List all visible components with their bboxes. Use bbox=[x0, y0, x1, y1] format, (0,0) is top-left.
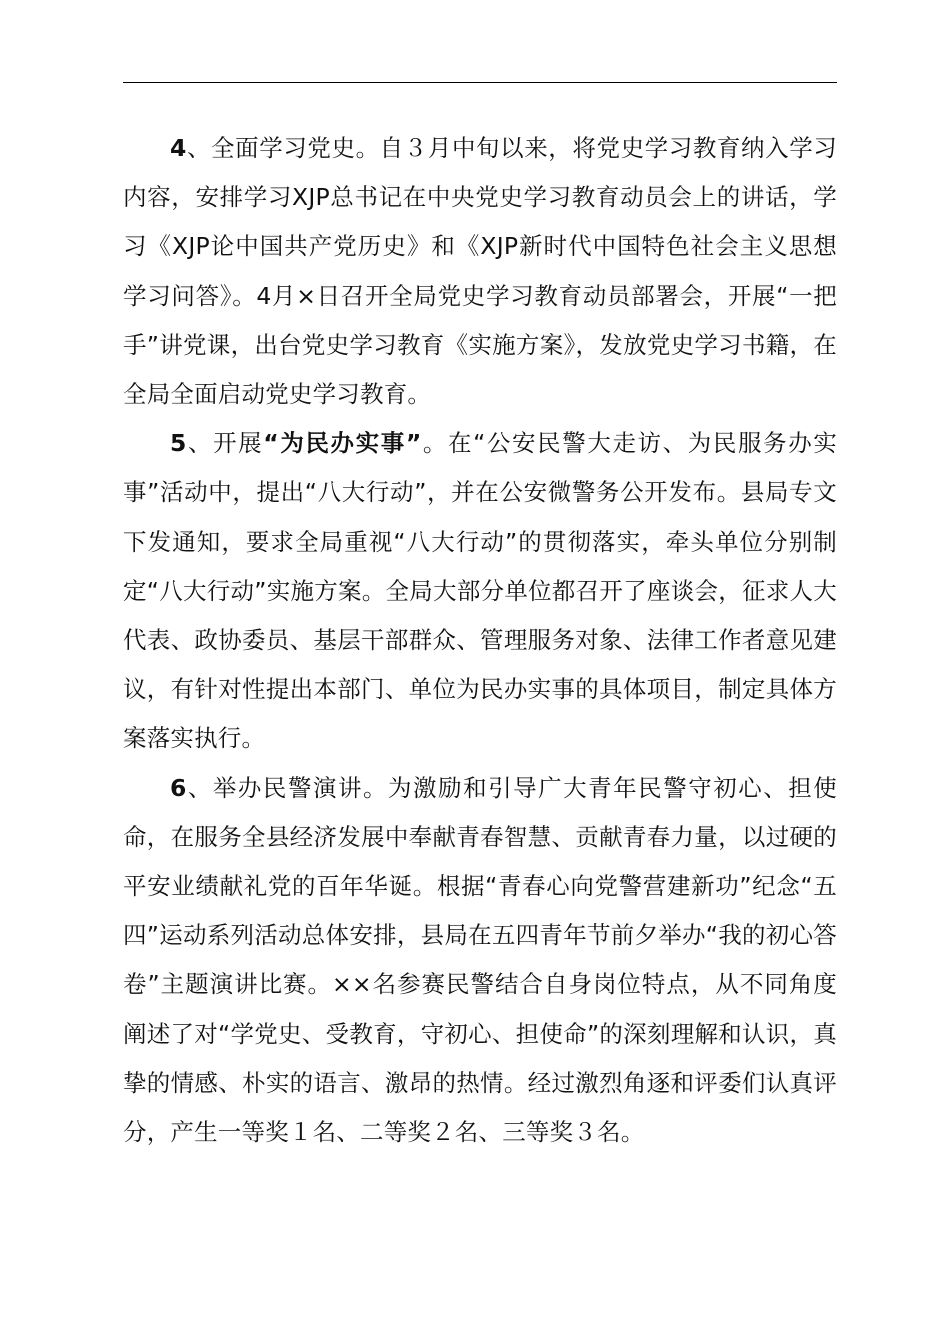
paragraph-item-5 bbox=[123, 419, 837, 763]
paragraph-item-4 bbox=[123, 124, 837, 419]
paragraph-text: 、全面学习党史。自３月中旬以来，将党史学习教育纳入学习内容，安排学习XJP总书记在中央党史学习教育动员会上的讲话，学习《XJP论中国共产党历史》和《XJP新时代中国特色社会主义思想学习问答》。4月×日召开全局党史学习教育动员部署会，开展“一把手”讲党课，出台党史学习教育《实施方案》，发放党史学习书籍，在全局全面启动党史学习教育。 bbox=[123, 134, 837, 409]
paragraph-item-6 bbox=[123, 764, 837, 1158]
paragraph-text: 、举办民警演讲。为激励和引导广大青年民警守初心、担使命，在服务全县经济发展中奉献青春智慧、贡献青春力量，以过硬的平安业绩献礼党的百年华诞。根据“青春心向党警营建新功”纪念“五四”运动系列活动总体安排，县局在五四青年节前夕举办“我的初心答卷”主题演讲比赛。××名参赛民警结合自身岗位特点，从不同角度阐述了对“学党史、受教育，守初心、担使命”的深刻理解和认识，真挚的情感、朴实的语言、激昂的热情。经过激烈角逐和评委们认真评分，产生一等奖１名、二等奖２名、三等奖３名。 bbox=[123, 773, 837, 1147]
paragraph-emphasis: “为民办实事” bbox=[263, 429, 422, 458]
document-body bbox=[123, 124, 837, 1157]
paragraph-number: 5 bbox=[170, 429, 187, 458]
paragraph-number: 6 bbox=[170, 773, 187, 802]
paragraph-text-continued: 。在“公安民警大走访、为民服务办实事”活动中，提出“八大行动”，并在公安微警务公开发布。县局专文下发通知，要求全局重视“八大行动”的贯彻落实，牵头单位分别制定“八大行动”实施方案。全局大部分单位都召开了座谈会，征求人大代表、政协委员、基层干部群众、管理服务对象、法律工作者意见建议，有针对性提出本部门、单位为民办实事的具体项目，制定具体方案落实执行。 bbox=[123, 429, 838, 753]
header-rule bbox=[123, 82, 837, 83]
paragraph-number: 4 bbox=[170, 134, 187, 162]
paragraph-text: 、开展 bbox=[186, 429, 264, 458]
